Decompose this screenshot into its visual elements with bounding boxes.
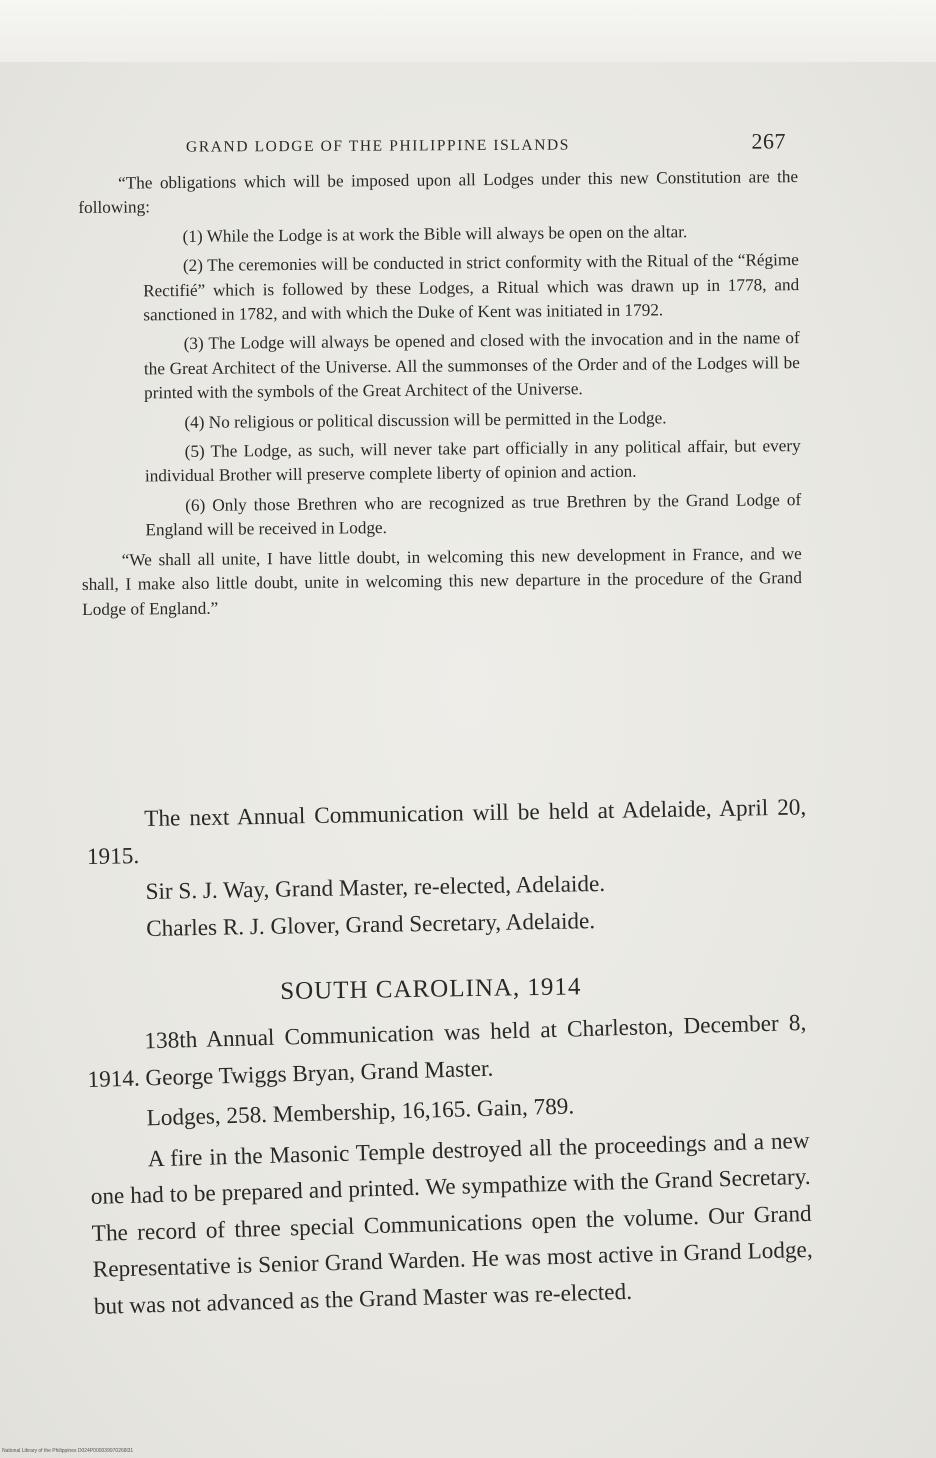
south-carolina-section [86, 1005, 814, 1325]
obligations-intro: “The obligations which will be imposed upon all Lodges under this new Constitution are the following: [78, 167, 799, 218]
communication-paragraph: 138th Annual Communication was held at Charleston, December 8, 1914. George Twiggs Bryan, Grand Master. [87, 1009, 807, 1093]
obligation-item: (6) Only those Brethren who are recognized as true Brethren by the Grand Lodge of England will be received in Lodge. [145, 489, 802, 540]
south-australia-summary [86, 789, 808, 948]
quote-closing: “We shall all unite, I have little doubt, in welcoming this new development in France, and we shall, I make also little doubt, unite in welcoming this new departure in the procedure of the Grand Lodge of England.” [81, 543, 803, 619]
fire-paragraph: A fire in the Masonic Temple destroyed all the proceedings and a new one had to be prepared and printed. We sympathize with the Grand Secretary. The record of three special Communications open the volume. Our Grand Representative is Senior Grand Warden. He was most active in Grand Lodge, but was not advanced as the Grand Master was re-elected. [90, 1127, 813, 1320]
running-title: GRAND LODGE OF THE PHILIPPINE ISLANDS [185, 136, 571, 156]
grand-master-line: Sir S. J. Way, Grand Master, re-elected, Adelaide. [145, 870, 606, 905]
obligation-item: (3) The Lodge will always be opened and closed with the invocation and in the name of the Great Architect of the Universe. All the summonses of the Order and of the Lodges will be printed with the symbols of the Great Architect of the Universe. [143, 328, 800, 403]
next-communication: The next Annual Communication will be held at Adelaide, April 20, 1915. [86, 794, 807, 870]
obligation-item: (2) The ceremonies will be conducted in strict conformity with the Ritual of the “Régime Rectifié” which is followed by these Lodges, a Ritual which was drawn up in 1778, and sanctioned in 1782, and with which the Duke of Kent was initiated in 1792. [143, 250, 800, 325]
obligation-item: (4) No religious or political discussion will be permitted in the Lodge. [184, 408, 667, 432]
section-heading-south-carolina: SOUTH CAROLINA, 1914 [280, 973, 582, 1005]
grand-secretary-line: Charles R. J. Glover, Grand Secretary, Adelaide. [145, 907, 596, 942]
obligation-item: (5) The Lodge, as such, will never take part officially in any political affair, but every individual Brother will preserve complete liberty of opinion and action. [144, 436, 801, 486]
scan-top-margin [0, 0, 936, 63]
page-number: 267 [751, 128, 787, 154]
page-header [186, 128, 786, 161]
obligation-item: (1) While the Lodge is at work the Bible will always be open on the altar. [182, 221, 688, 246]
scan-source-label: National Library of the Philippines D024P000039970268l31 [2, 1448, 134, 1454]
lodge-statistics: Lodges, 258. Membership, 16,165. Gain, 789. [146, 1093, 575, 1132]
quoted-obligations [78, 165, 802, 622]
